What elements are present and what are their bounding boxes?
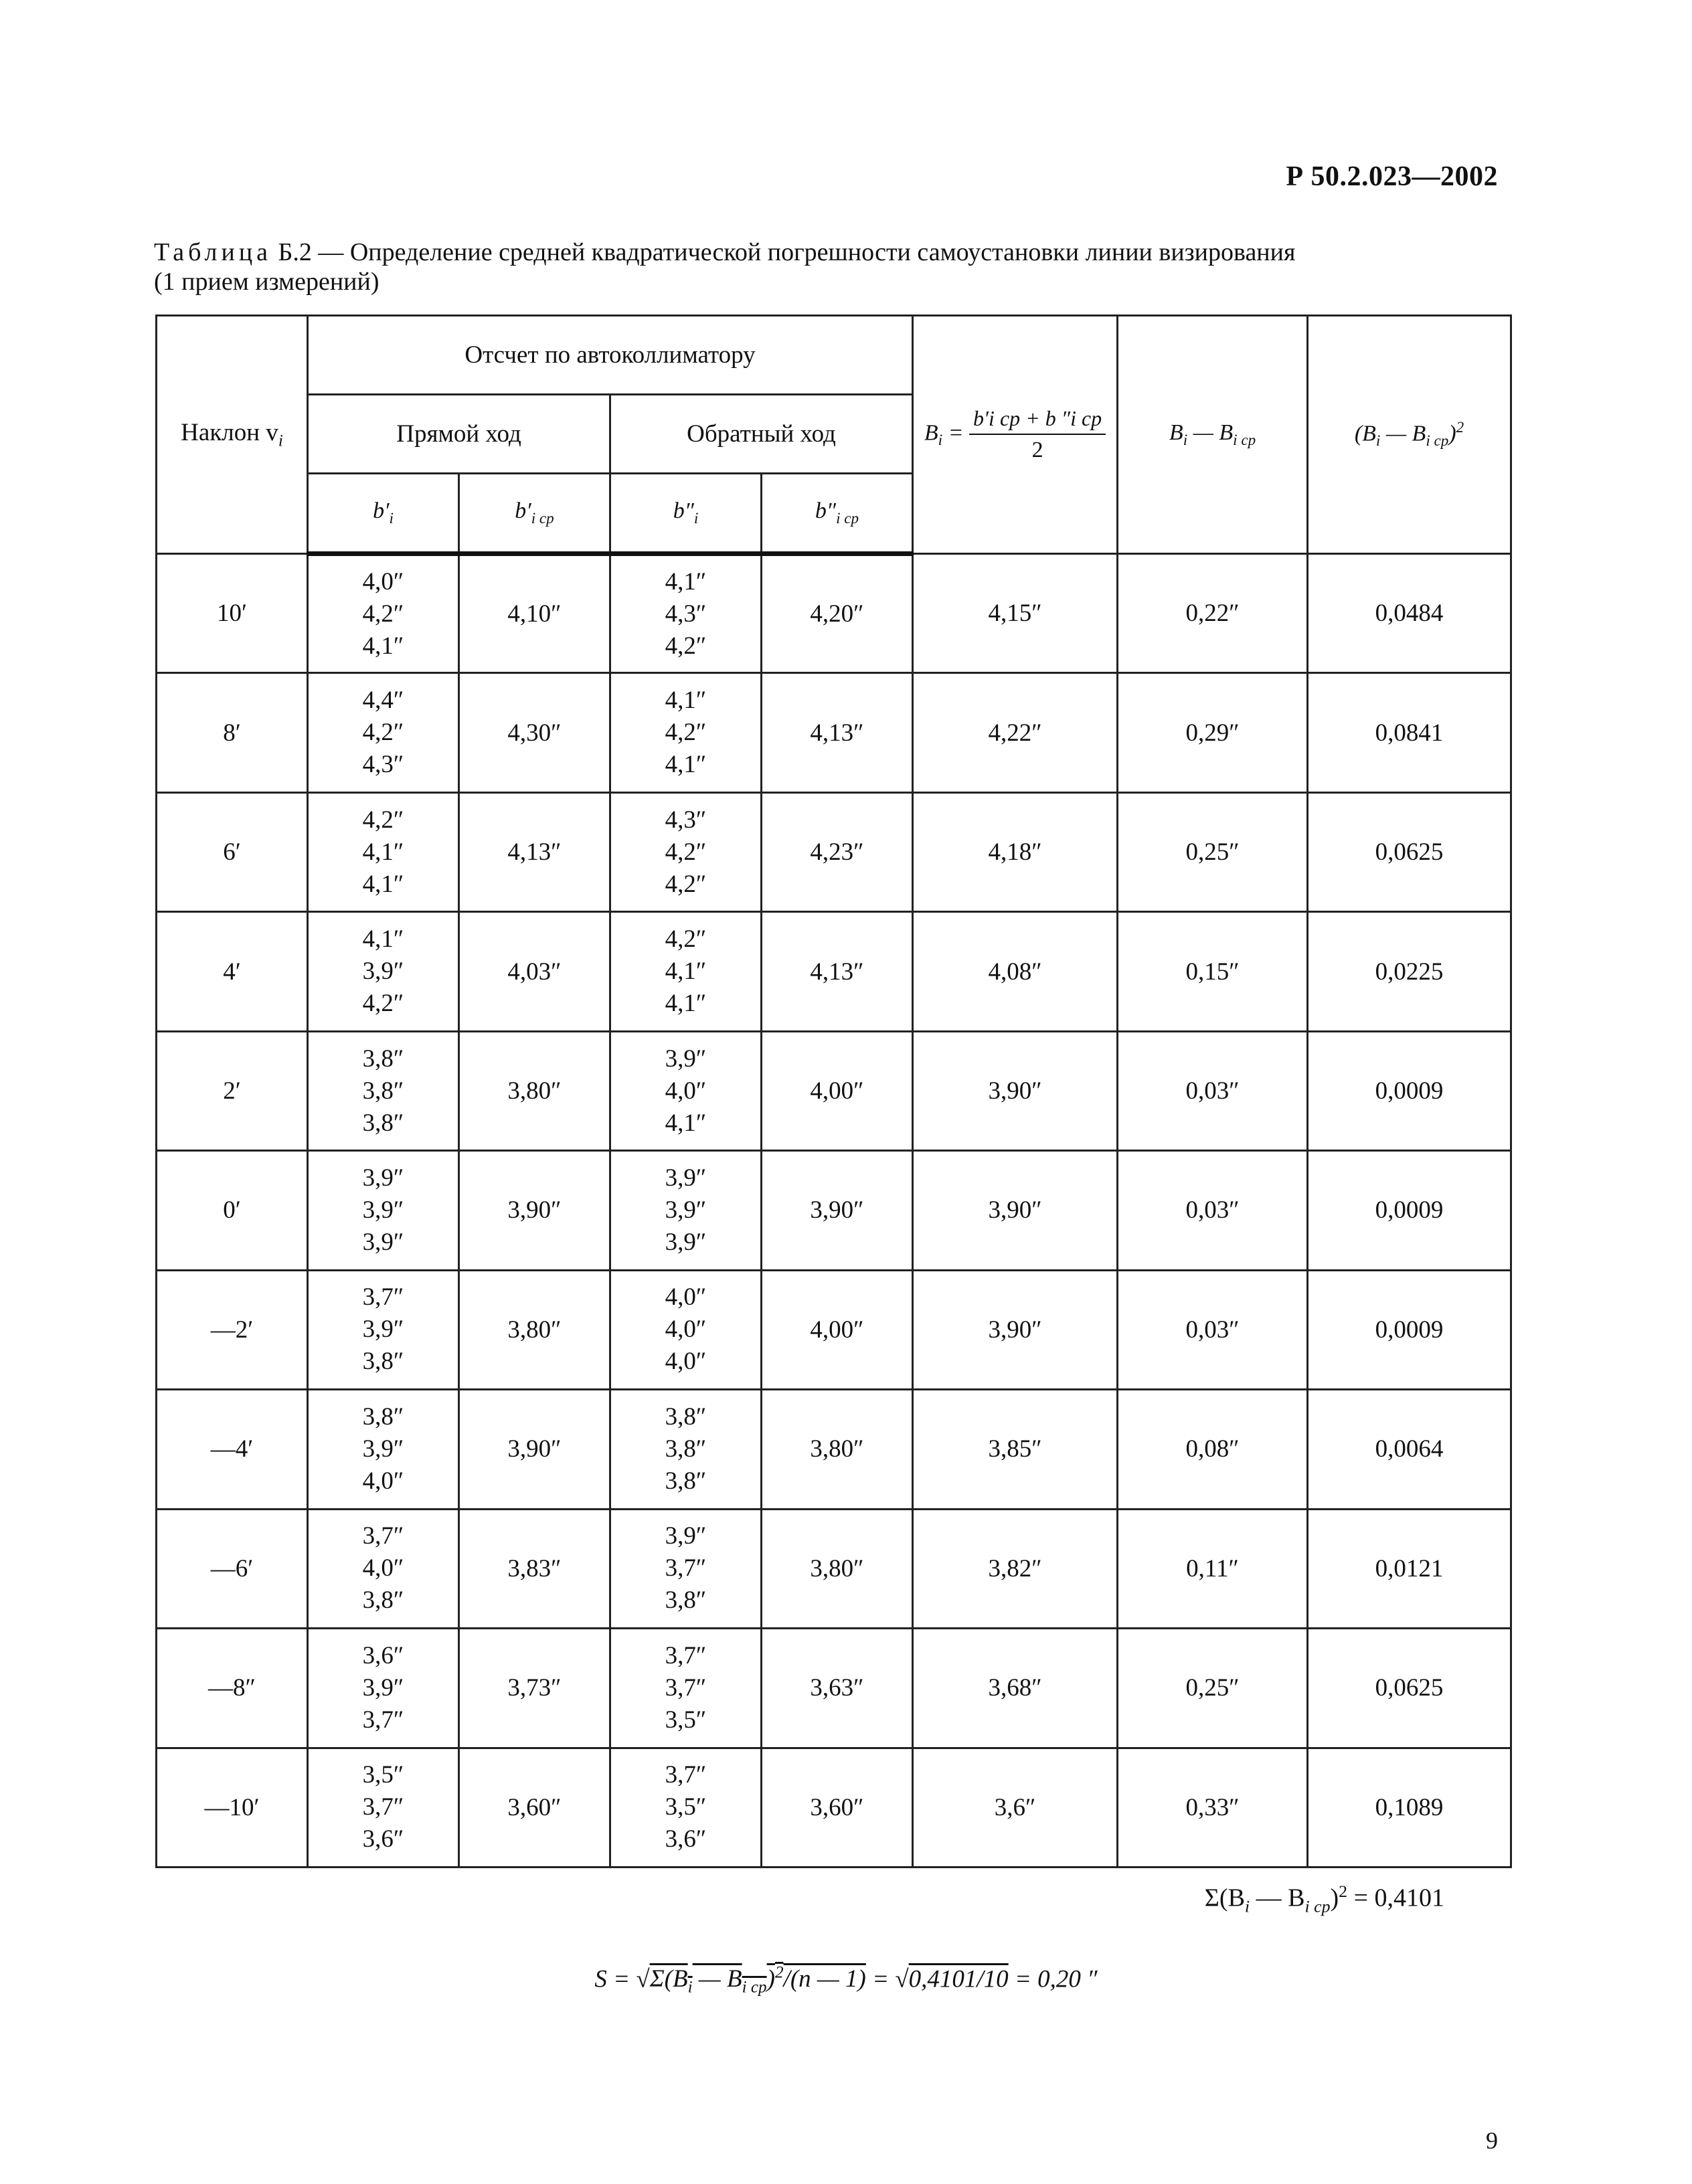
table-row	[157, 1390, 1511, 1509]
reading-value: 3,7″	[665, 1673, 707, 1702]
reading-value: 4,1″	[665, 687, 707, 715]
reading-value: 4,1″	[362, 838, 404, 866]
header-diff: $B_i$ — $B_{i ср}$	[1118, 316, 1308, 554]
reading-value: 3,8″	[362, 1044, 404, 1073]
reading-value: 4,3″	[362, 751, 404, 779]
bi-formula-numerator: b′i ср + b ″i ср	[969, 406, 1106, 435]
caption-text-line2: (1 прием измерений)	[154, 268, 379, 296]
squared-diff-cell: 0,1089	[1308, 1748, 1511, 1867]
forward-avg-cell: 3,60″	[459, 1748, 610, 1867]
bi-cell: 4,08″	[913, 912, 1118, 1031]
reading-value: 3,8″	[362, 1586, 404, 1615]
reading-value: 3,7″	[362, 1706, 404, 1734]
forward-avg-cell: 3,80″	[459, 1270, 610, 1389]
header-b2: $b''_i$	[610, 474, 762, 554]
diff-cell: 0,15″	[1118, 912, 1308, 1031]
reading-value: 3,6″	[665, 1825, 707, 1853]
reading-value: 4,1″	[362, 632, 404, 660]
reading-value: 3,8″	[665, 1402, 707, 1431]
forward-readings-cell	[308, 673, 459, 792]
bi-cell: 3,90″	[913, 1270, 1118, 1389]
reading-value: 4,0″	[665, 1348, 707, 1376]
reading-value: 3,7″	[362, 1283, 404, 1311]
reading-value: 3,9″	[362, 1228, 404, 1256]
reading-value: 3,9″	[665, 1044, 707, 1073]
reading-value: 3,9″	[362, 1315, 404, 1344]
reading-value: 4,2″	[665, 632, 707, 660]
reading-value: 4,0″	[665, 1077, 707, 1105]
reading-value: 3,9″	[362, 1435, 404, 1463]
reading-value: 3,8″	[665, 1586, 707, 1615]
diff-cell: 0,08″	[1118, 1390, 1308, 1509]
reading-value: 3,8″	[362, 1109, 404, 1137]
reading-value: 4,3″	[665, 600, 707, 628]
reverse-readings-cell	[610, 1509, 762, 1628]
reverse-avg-cell: 3,63″	[762, 1629, 913, 1748]
bi-cell: 3,68″	[913, 1629, 1118, 1748]
forward-avg-cell: 4,03″	[459, 912, 610, 1031]
forward-avg-cell: 4,30″	[459, 673, 610, 792]
diff-cell: 0,25″	[1118, 792, 1308, 911]
squared-diff-cell: 0,0009	[1308, 1151, 1511, 1270]
forward-avg-cell: 3,80″	[459, 1031, 610, 1150]
reading-value: 3,7″	[362, 1522, 404, 1550]
forward-avg-cell: 3,90″	[459, 1151, 610, 1270]
reading-value: 3,5″	[665, 1706, 707, 1734]
header-reverse: Обратный ход	[610, 395, 913, 474]
bi-cell: 3,6″	[913, 1748, 1118, 1867]
reading-value: 3,8″	[362, 1348, 404, 1376]
reverse-readings-cell	[610, 554, 762, 673]
forward-readings-cell	[308, 1390, 459, 1509]
reading-value: 3,9″	[665, 1196, 707, 1224]
forward-readings-cell	[308, 792, 459, 911]
diff-cell: 0,25″	[1118, 1629, 1308, 1748]
bi-cell: 3,82″	[913, 1509, 1118, 1628]
forward-avg-cell: 3,73″	[459, 1629, 610, 1748]
sum-of-squares: $\Sigma(B_i$ — $B_{i ср})^2 = 0,4101$	[1204, 1882, 1444, 1916]
reverse-readings-cell	[610, 1390, 762, 1509]
forward-avg-cell: 3,83″	[459, 1509, 610, 1628]
reading-value: 4,2″	[362, 990, 404, 1018]
reading-value: 4,2″	[665, 838, 707, 866]
reading-value: 4,3″	[665, 806, 707, 834]
tilt-cell: —4′	[157, 1390, 308, 1509]
header-b1-avg: $b'_{i ср}$	[459, 474, 610, 554]
page-number: 9	[1486, 2127, 1498, 2154]
squared-diff-cell: 0,0064	[1308, 1390, 1511, 1509]
reading-value: 4,0″	[665, 1283, 707, 1311]
reverse-readings-cell	[610, 1748, 762, 1867]
reverse-avg-cell: 4,13″	[762, 673, 913, 792]
reading-value: 3,7″	[362, 1793, 404, 1821]
reverse-readings-cell	[610, 792, 762, 911]
reading-value: 4,4″	[362, 687, 404, 715]
forward-avg-cell: 4,10″	[459, 554, 610, 673]
diff-cell: 0,29″	[1118, 673, 1308, 792]
reading-value: 4,2″	[665, 870, 707, 898]
diff-cell: 0,03″	[1118, 1031, 1308, 1150]
tilt-cell: —6′	[157, 1509, 308, 1628]
table-row	[157, 554, 1511, 673]
squared-diff-cell: 0,0121	[1308, 1509, 1511, 1628]
reading-value: 4,1″	[665, 567, 707, 596]
diff-cell: 0,33″	[1118, 1748, 1308, 1867]
reading-value: 3,9″	[362, 1164, 404, 1192]
reading-value: 3,7″	[665, 1641, 707, 1669]
bi-cell: 4,18″	[913, 792, 1118, 911]
bi-cell: 4,22″	[913, 673, 1118, 792]
reading-value: 3,7″	[665, 1761, 707, 1789]
reading-value: 4,2″	[362, 600, 404, 628]
reading-value: 4,1″	[665, 1109, 707, 1137]
reading-value: 3,9″	[362, 958, 404, 986]
tilt-cell: 4′	[157, 912, 308, 1031]
reverse-avg-cell: 4,13″	[762, 912, 913, 1031]
reading-value: 3,9″	[665, 1164, 707, 1192]
header-autocollimator: Отсчет по автоколлиматору	[308, 316, 913, 395]
reading-value: 3,8″	[665, 1467, 707, 1495]
reading-value: 4,1″	[362, 870, 404, 898]
forward-readings-cell	[308, 1509, 459, 1628]
reverse-avg-cell: 4,00″	[762, 1270, 913, 1389]
forward-readings-cell	[308, 912, 459, 1031]
header-tilt: Наклон $v_i$	[157, 316, 308, 554]
reading-value: 4,0″	[362, 567, 404, 596]
reading-value: 3,9″	[665, 1522, 707, 1550]
caption-text: Б.2 — Определение средней квадратической погрешности самоустановки линии визирования	[278, 238, 1296, 266]
tilt-cell: —2′	[157, 1270, 308, 1389]
tilt-cell: 10′	[157, 554, 308, 673]
squared-diff-cell: 0,0625	[1308, 792, 1511, 911]
tilt-cell: —8″	[157, 1629, 308, 1748]
squared-diff-cell: 0,0009	[1308, 1031, 1511, 1150]
table-body	[157, 554, 1511, 1868]
reading-value: 3,6″	[362, 1825, 404, 1853]
forward-readings-cell	[308, 1629, 459, 1748]
forward-readings-cell	[308, 1748, 459, 1867]
table-row	[157, 792, 1511, 911]
header-b2-avg: $b''_{i ср}$	[762, 474, 913, 554]
squared-diff-cell: 0,0225	[1308, 912, 1511, 1031]
diff-cell: 0,03″	[1118, 1151, 1308, 1270]
table-row	[157, 1748, 1511, 1867]
reading-value: 4,2″	[362, 719, 404, 747]
forward-avg-cell: 4,13″	[459, 792, 610, 911]
reading-value: 3,9″	[362, 1196, 404, 1224]
diff-cell: 0,22″	[1118, 554, 1308, 673]
header-squared-diff: ($B_i$ — $B_{i ср})^2$	[1308, 316, 1511, 554]
squared-diff-cell: 0,0484	[1308, 554, 1511, 673]
reading-value: 3,8″	[362, 1077, 404, 1105]
forward-avg-cell: 3,90″	[459, 1390, 610, 1509]
reading-value: 3,8″	[362, 1402, 404, 1431]
reading-value: 4,1″	[665, 751, 707, 779]
measurement-table	[155, 314, 1512, 1868]
bi-cell: 4,15″	[913, 554, 1118, 673]
reading-value: 3,8″	[665, 1435, 707, 1463]
reading-value: 4,2″	[362, 806, 404, 834]
table-row	[157, 1031, 1511, 1150]
reverse-readings-cell	[610, 1270, 762, 1389]
table-row	[157, 1151, 1511, 1270]
reading-value: 4,1″	[362, 925, 404, 953]
diff-cell: 0,03″	[1118, 1270, 1308, 1389]
header-b1: $b'_i$	[308, 474, 459, 554]
bi-formula-denominator: 2	[1031, 438, 1043, 462]
reverse-avg-cell: 4,23″	[762, 792, 913, 911]
caption-label: Таблица	[154, 238, 272, 266]
reading-value: 4,0″	[665, 1315, 707, 1344]
document-code: Р 50.2.023—2002	[1286, 161, 1498, 192]
bi-cell: 3,85″	[913, 1390, 1118, 1509]
table-row	[157, 1509, 1511, 1628]
forward-readings-cell	[308, 554, 459, 673]
squared-diff-cell: 0,0625	[1308, 1629, 1511, 1748]
reading-value: 3,6″	[362, 1641, 404, 1669]
reading-value: 3,5″	[665, 1793, 707, 1821]
squared-diff-cell: 0,0009	[1308, 1270, 1511, 1389]
reading-value: 4,2″	[665, 925, 707, 953]
table-row	[157, 1270, 1511, 1389]
reverse-avg-cell: 3,80″	[762, 1509, 913, 1628]
reading-value: 3,7″	[665, 1554, 707, 1582]
bi-cell: 3,90″	[913, 1151, 1118, 1270]
header-bi-formula: $B_i$ = $\frac{\text{b′i ср + b ″i ср}}{2}$	[913, 316, 1118, 554]
std-deviation-formula: $S = √\Sigma(B_i$ — $B_{i ср})^2/(n$ — 1) = √0,4101/10 = 0,20 ″	[594, 1964, 1098, 1997]
bi-cell: 3,90″	[913, 1031, 1118, 1150]
reading-value: 4,1″	[665, 958, 707, 986]
reverse-avg-cell: 3,80″	[762, 1390, 913, 1509]
reverse-avg-cell: 3,90″	[762, 1151, 913, 1270]
table-row	[157, 673, 1511, 792]
forward-readings-cell	[308, 1270, 459, 1389]
table-caption	[154, 238, 1513, 296]
reverse-readings-cell	[610, 1151, 762, 1270]
reverse-avg-cell: 4,00″	[762, 1031, 913, 1150]
table-row	[157, 1629, 1511, 1748]
reading-value: 4,0″	[362, 1467, 404, 1495]
tilt-cell: 6′	[157, 792, 308, 911]
tilt-cell: 8′	[157, 673, 308, 792]
tilt-cell: —10′	[157, 1748, 308, 1867]
forward-readings-cell	[308, 1031, 459, 1150]
forward-readings-cell	[308, 1151, 459, 1270]
reading-value: 4,1″	[665, 990, 707, 1018]
squared-diff-cell: 0,0841	[1308, 673, 1511, 792]
reading-value: 4,0″	[362, 1554, 404, 1582]
reverse-readings-cell	[610, 1629, 762, 1748]
tilt-cell: 0′	[157, 1151, 308, 1270]
reading-value: 4,2″	[665, 719, 707, 747]
diff-cell: 0,11″	[1118, 1509, 1308, 1628]
tilt-cell: 2′	[157, 1031, 308, 1150]
reverse-readings-cell	[610, 673, 762, 792]
reverse-avg-cell: 4,20″	[762, 554, 913, 673]
reverse-avg-cell: 3,60″	[762, 1748, 913, 1867]
reading-value: 3,9″	[362, 1673, 404, 1702]
table-row	[157, 912, 1511, 1031]
reading-value: 3,9″	[665, 1228, 707, 1256]
reading-value: 3,5″	[362, 1761, 404, 1789]
header-forward: Прямой ход	[308, 395, 610, 474]
reverse-readings-cell	[610, 912, 762, 1031]
reverse-readings-cell	[610, 1031, 762, 1150]
